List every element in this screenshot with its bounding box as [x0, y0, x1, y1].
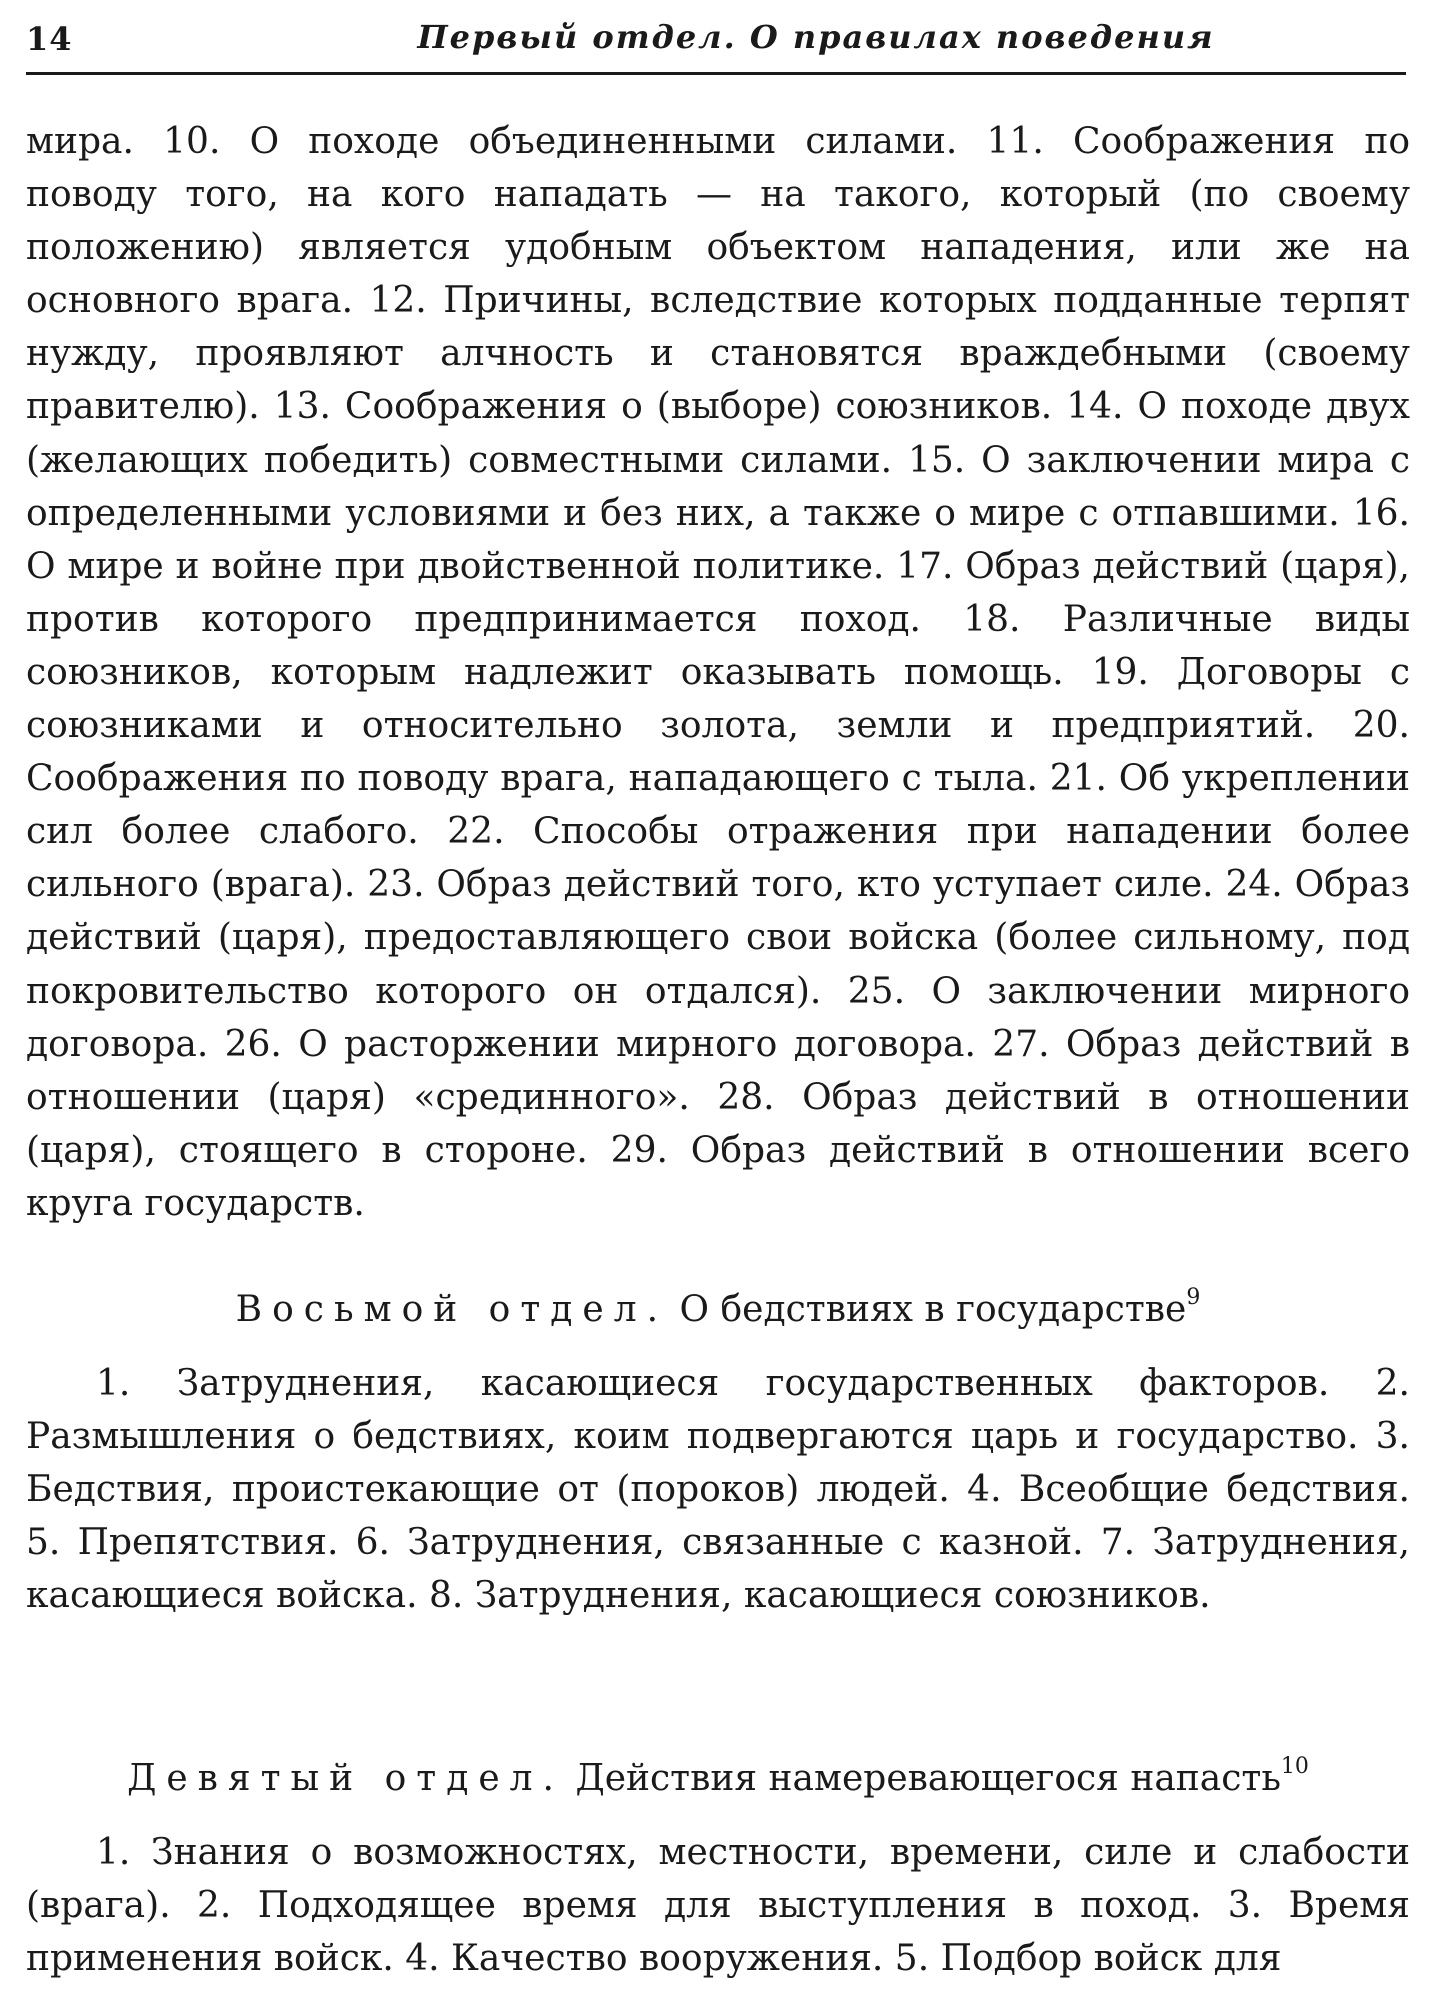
footnote-marker: 9 — [1186, 1285, 1201, 1310]
section-9-title: Действия намеревающегося напасть — [575, 1758, 1281, 1799]
paragraph: 1. Знания о возможностях, местности, времени, силе и слабости (врага). 2. Подходящее время для выступления в поход. 3. Время применения войск. 4. Качество вооружения. 5. Подбор войск для — [26, 1832, 1410, 1980]
section-8-title: О бедствиях в государстве — [679, 1289, 1187, 1330]
section-8-label: Восьмой отдел. — [235, 1289, 669, 1330]
section-8-text — [26, 1357, 1410, 1622]
section-9-text — [26, 1826, 1410, 1985]
running-title: Первый отдел. О правилах поведения — [417, 18, 1215, 56]
section-9-label: Девятый отдел. — [127, 1758, 564, 1799]
running-head — [26, 12, 1406, 75]
paragraph: мира. 10. О походе объединенными силами. 11. Соображения по поводу того, на кого нападать — на такого, который (по своему положению) является удобным объектом нападения, или же на основного врага. 12. Причины, вследствие которых подданные терпят нужду, проявляют алчность и становятся враждебными (своему правителю). 13. Соображения о (выборе) союзников. 14. О походе двух (желающих победить) совместными силами. 15. О заключении мира с определенными условиями и без них, а также о мире с отпавшими. 16. О мире и войне при двойственной политике. 17. Образ действий (царя), против которого предпринимается поход. 18. Различные виды союзников, которым надлежит оказывать помощь. 19. Договоры с союзниками и относительно золота, земли и предприятий. 20. Соображения по поводу врага, нападающего с тыла. 21. Об укреплении сил более слабого. 22. Способы отражения при нападении более сильного (врага). 23. Образ действий того, кто уступает силе. 24. Образ действий (царя), предоставляющего свои войска (более сильному, под покровительство которого он отдался). 25. О заключении мирного договора. 26. О расторжении мирного договора. 27. Образ действий в отношении (царя) «срединного». 28. Образ действий в отношении (царя), стоящего в стороне. 29. Образ действий в отношении всего круга государств. — [26, 121, 1410, 1224]
section-7-continued-text — [26, 115, 1410, 1230]
section-9-heading — [26, 1752, 1410, 1805]
paragraph: 1. Затруднения, касающиеся государственных факторов. 2. Размышления о бедствиях, коим подвергаются царь и государство. 3. Бедствия, проистекающие от (пороков) людей. 4. Всеобщие бедствия. 5. Препятствия. 6. Затруднения, связанные с казной. 7. Затруднения, касающиеся войска. 8. Затруднения, касающиеся союзников. — [26, 1363, 1410, 1617]
page-number: 14 — [26, 20, 73, 58]
footnote-marker: 10 — [1280, 1754, 1309, 1779]
section-8-heading — [26, 1283, 1410, 1336]
